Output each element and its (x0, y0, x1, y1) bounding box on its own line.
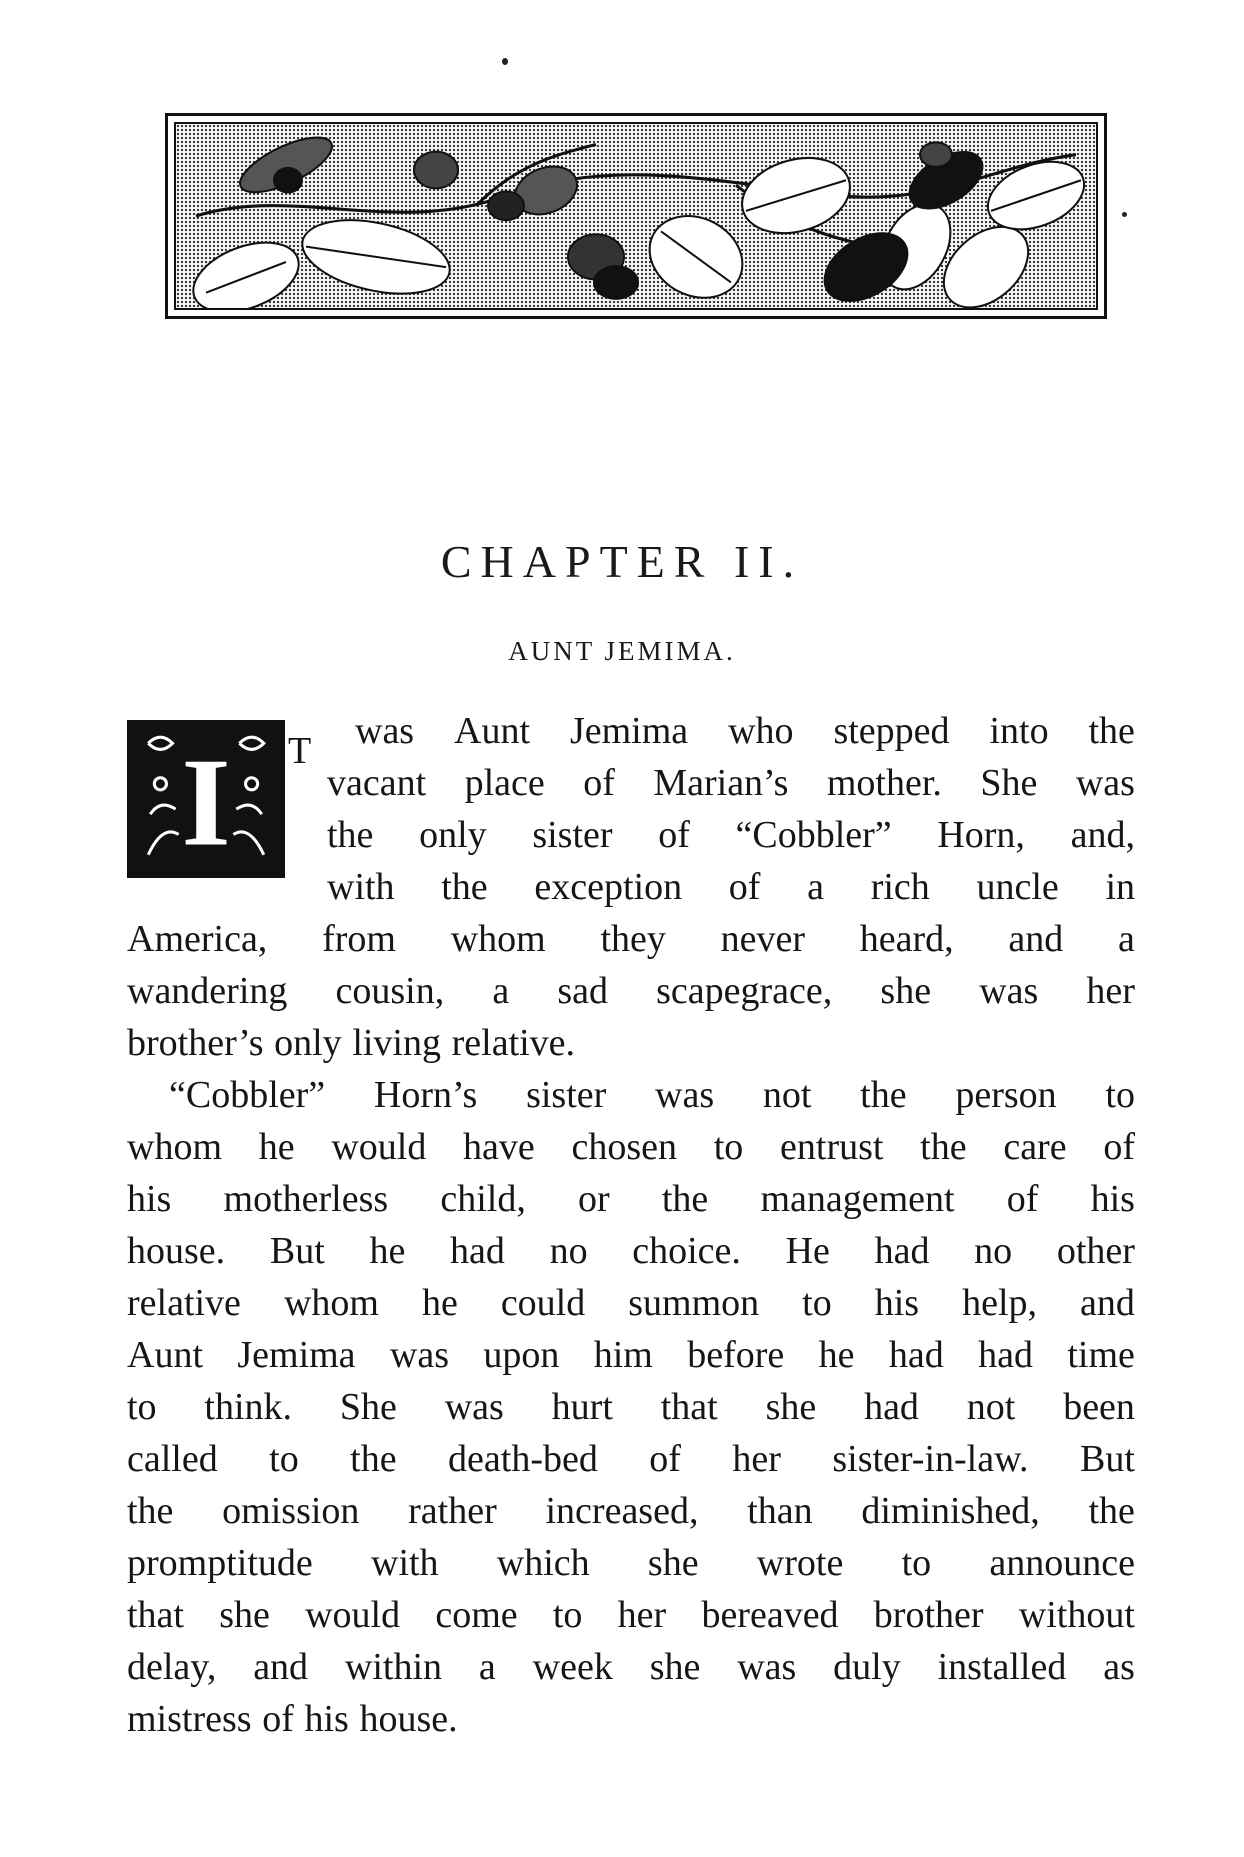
word: heard, (859, 918, 954, 960)
word: who (728, 710, 794, 752)
word: to (802, 1282, 832, 1324)
word: care (1003, 1126, 1067, 1168)
word: a (478, 1646, 496, 1688)
word: was (1075, 762, 1135, 804)
word: had (864, 1386, 919, 1428)
word: she (765, 1386, 817, 1428)
text-line (127, 1069, 1135, 1121)
word: and (253, 1646, 309, 1688)
word: whom (283, 1282, 379, 1324)
text-line (127, 1693, 1135, 1745)
word: she (649, 1646, 701, 1688)
text-line (127, 1641, 1135, 1693)
word: that (660, 1386, 718, 1428)
word: week (532, 1646, 613, 1688)
word: He (785, 1230, 830, 1272)
text-line (355, 705, 1135, 757)
word: with (327, 866, 395, 908)
word: was (737, 1646, 797, 1688)
word: he (421, 1282, 458, 1324)
word: diminished, (861, 1490, 1040, 1532)
word: have (463, 1126, 535, 1168)
word: his (1090, 1178, 1135, 1220)
text-line (127, 1121, 1135, 1173)
word: the (920, 1126, 967, 1168)
word: increased, (545, 1490, 699, 1532)
word: no (974, 1230, 1013, 1272)
word: the (661, 1178, 709, 1220)
word: of (1006, 1178, 1039, 1220)
word: death-bed (448, 1438, 598, 1480)
word: America, (127, 918, 268, 960)
word: Jemima (237, 1334, 356, 1376)
word: uncle (976, 866, 1059, 908)
word: within (344, 1646, 443, 1688)
ink-speck (1122, 212, 1127, 217)
word: installed (937, 1646, 1067, 1688)
word: sad (557, 970, 609, 1012)
word: to (1105, 1074, 1135, 1116)
paragraph (127, 705, 1135, 1069)
word: She (980, 762, 1038, 804)
word: other (1056, 1230, 1135, 1272)
word: that (127, 1594, 184, 1636)
word: help, (962, 1282, 1038, 1324)
word: to (713, 1126, 744, 1168)
word: had (874, 1230, 930, 1272)
word: was (655, 1074, 715, 1116)
chapter-body (127, 705, 1135, 1745)
word: bereaved (701, 1594, 839, 1636)
word: she (647, 1542, 699, 1584)
word: never (720, 918, 806, 960)
chapter-subtitle: AUNT JEMIMA. (508, 636, 736, 666)
word: duly (833, 1646, 901, 1688)
floral-headpiece (165, 113, 1107, 319)
word: was (979, 970, 1039, 1012)
word: rather (408, 1490, 497, 1532)
word: promptitude (127, 1542, 313, 1584)
word: with (371, 1542, 439, 1584)
word: was (389, 1334, 450, 1376)
word: person (955, 1074, 1057, 1116)
word: whom (450, 918, 546, 960)
word: no (549, 1230, 588, 1272)
word: exception (534, 866, 683, 908)
word: place (464, 762, 545, 804)
word: the (350, 1438, 397, 1480)
drop-cap-continuation: T (288, 730, 312, 772)
word: had (450, 1230, 505, 1272)
text-line (327, 809, 1135, 861)
word: of (1103, 1126, 1135, 1168)
word: choice. (632, 1230, 741, 1272)
text-line (127, 1329, 1135, 1381)
text-line (127, 1433, 1135, 1485)
word: was (444, 1386, 504, 1428)
word: chosen (571, 1126, 678, 1168)
word: wandering (127, 970, 288, 1012)
word: without (1018, 1594, 1135, 1636)
word: had (978, 1334, 1033, 1376)
rose-branch-illustration (176, 124, 1096, 308)
chapter-heading: CHAPTER II. (440, 536, 804, 587)
text-line (127, 1277, 1135, 1329)
word: she (880, 970, 932, 1012)
word: sister-in-law. (832, 1438, 1029, 1480)
word: in (1105, 866, 1135, 908)
word: as (1103, 1646, 1135, 1688)
word: from (322, 918, 396, 960)
word: the (127, 1490, 174, 1532)
word: whom (127, 1126, 222, 1168)
word: not (762, 1074, 812, 1116)
word: or (578, 1178, 610, 1220)
word: “Cobbler” (169, 1074, 326, 1116)
word: been (1063, 1386, 1135, 1428)
word: relative (127, 1282, 241, 1324)
text-line (127, 913, 1135, 965)
word: to (269, 1438, 299, 1480)
word: a (492, 970, 510, 1012)
word: sister (526, 1074, 607, 1116)
word: of (649, 1438, 681, 1480)
word: the (1088, 1490, 1135, 1532)
word: was (355, 710, 415, 752)
word: house. (359, 1698, 458, 1740)
word: wrote (756, 1542, 844, 1584)
paragraph (127, 1069, 1135, 1745)
text-line (327, 861, 1135, 913)
word: Jemima (569, 710, 689, 752)
word: of (728, 866, 761, 908)
headpiece-stipple-panel (174, 122, 1098, 310)
word: But (269, 1230, 325, 1272)
word: called (127, 1438, 218, 1480)
word: she (219, 1594, 270, 1636)
word: only (274, 1022, 342, 1064)
word: he (818, 1334, 855, 1376)
word: delay, (127, 1646, 217, 1688)
word: stepped (833, 710, 950, 752)
word: than (747, 1490, 813, 1532)
text-line (127, 1537, 1135, 1589)
text-line (127, 1381, 1135, 1433)
word: to (901, 1542, 932, 1584)
word: scapegrace, (656, 970, 833, 1012)
word: her (732, 1438, 781, 1480)
word: not (966, 1386, 1016, 1428)
text-line (127, 1589, 1135, 1641)
word: the (1088, 710, 1135, 752)
word: his (874, 1282, 920, 1324)
word: living (352, 1022, 441, 1064)
word: the (860, 1074, 907, 1116)
word: a (807, 866, 824, 908)
word: cousin, (335, 970, 445, 1012)
word: vacant (327, 762, 427, 804)
word: only (419, 814, 487, 856)
word: come (435, 1594, 518, 1636)
word: before (687, 1334, 785, 1376)
word: a (1118, 918, 1135, 960)
word: Marian’s (653, 762, 789, 804)
word: entrust (780, 1126, 884, 1168)
word: But (1080, 1438, 1135, 1480)
word: which (496, 1542, 590, 1584)
ink-speck (502, 58, 508, 65)
word: management (760, 1178, 955, 1220)
text-line (127, 1485, 1135, 1537)
word: Horn, (937, 814, 1025, 856)
text-line (127, 1225, 1135, 1277)
word: and, (1070, 814, 1135, 856)
text-line (327, 757, 1135, 809)
word: of (583, 762, 615, 804)
word: and (1008, 918, 1064, 960)
text-line (127, 1173, 1135, 1225)
word: of (658, 814, 690, 856)
word: house. (127, 1230, 226, 1272)
word: he (369, 1230, 406, 1272)
word: him (593, 1334, 653, 1376)
word: child, (440, 1178, 526, 1220)
word: her (1086, 970, 1135, 1012)
word: mother. (826, 762, 942, 804)
word: Aunt (454, 710, 531, 752)
word: Aunt (127, 1334, 203, 1376)
word: relative. (451, 1022, 576, 1064)
word: hurt (551, 1386, 613, 1428)
word: the (327, 814, 374, 856)
drop-cap-letter: I (181, 732, 231, 873)
text-line (127, 965, 1135, 1017)
word: announce (989, 1542, 1135, 1584)
word: brother’s (127, 1022, 264, 1064)
word: to (127, 1386, 157, 1428)
word: She (339, 1386, 397, 1428)
word: would (305, 1594, 401, 1636)
word: mistress (127, 1698, 252, 1740)
word: his (127, 1178, 172, 1220)
word: to (552, 1594, 583, 1636)
word: rich (870, 866, 930, 908)
word: her (617, 1594, 667, 1636)
word: time (1067, 1334, 1135, 1376)
word: and (1080, 1282, 1135, 1324)
word: they (600, 918, 666, 960)
word: he (258, 1126, 295, 1168)
word: would (331, 1126, 427, 1168)
text-line (127, 1017, 1135, 1069)
word: the (441, 866, 488, 908)
word: omission (222, 1490, 360, 1532)
word: Horn’s (373, 1074, 478, 1116)
word: his (304, 1698, 349, 1740)
word: upon (483, 1334, 560, 1376)
word: think. (204, 1386, 293, 1428)
word: had (888, 1334, 944, 1376)
word: motherless (223, 1178, 389, 1220)
word: sister (532, 814, 613, 856)
word: could (500, 1282, 586, 1324)
word: summon (628, 1282, 760, 1324)
word: into (989, 710, 1049, 752)
word: of (262, 1698, 294, 1740)
word: brother (873, 1594, 984, 1636)
word: “Cobbler” (735, 814, 892, 856)
